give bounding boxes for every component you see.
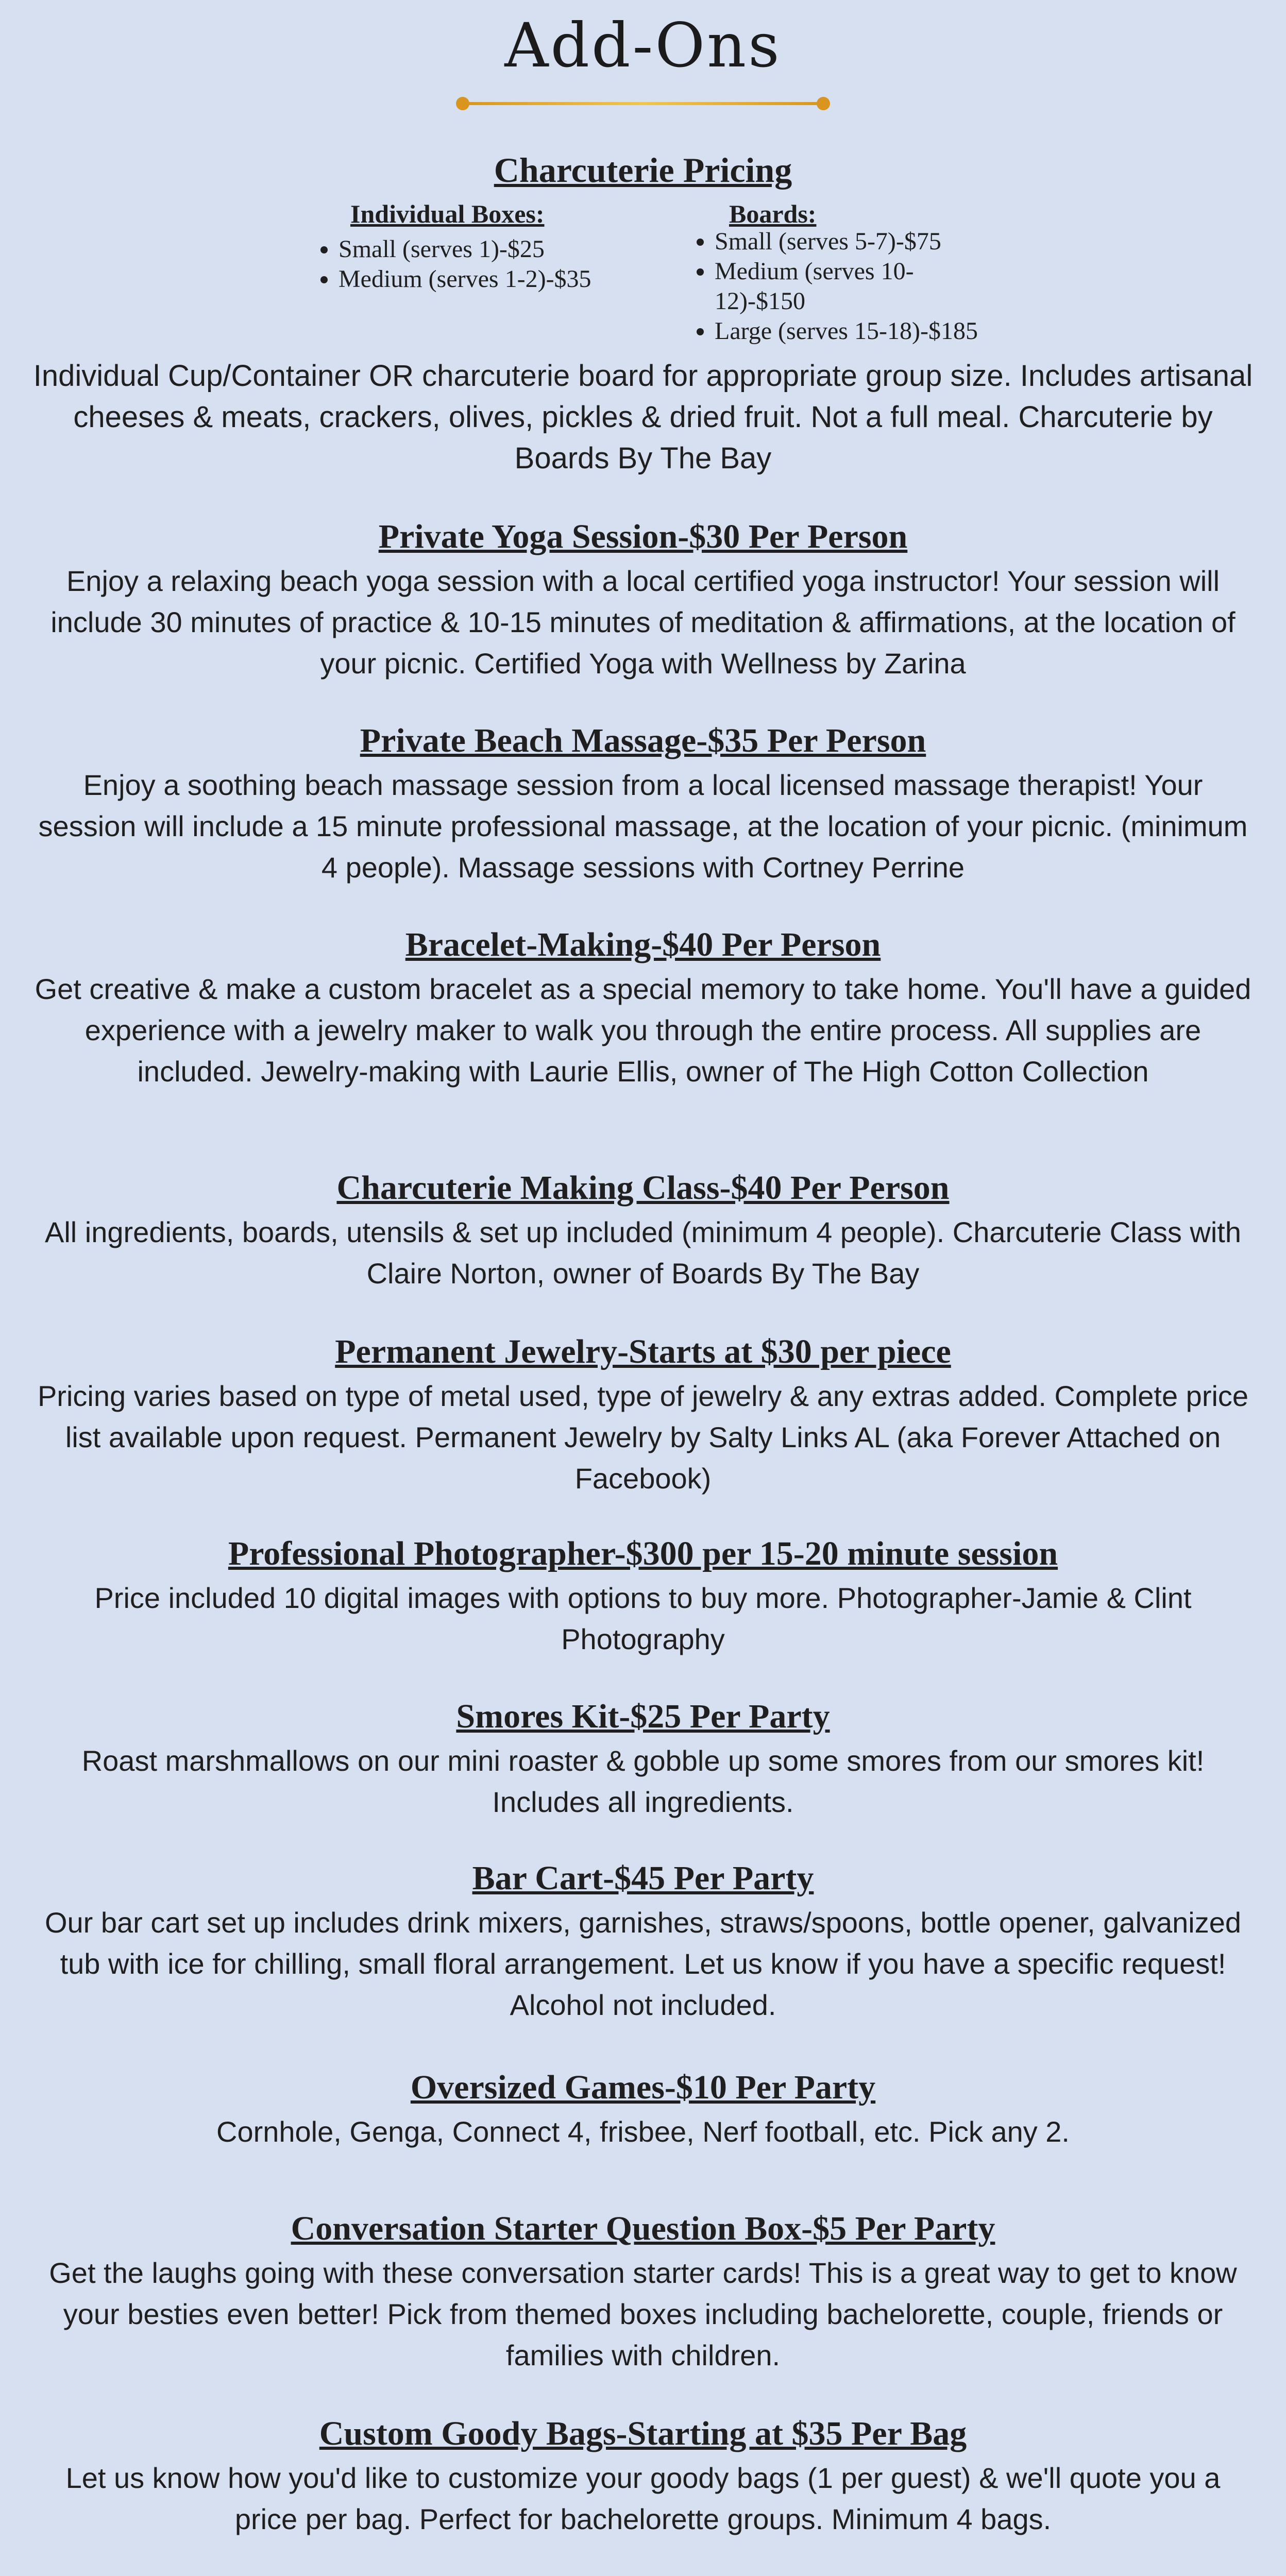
section-question-box [31,2205,1255,2376]
section-goody-bags [31,2410,1255,2540]
section-games [31,2064,1255,2153]
section-text: Let us know how you'd like to customize your goody bags (1 per guest) & we'll quote you a price per bag. Perfect for bachelorette groups. Minimum 4 bags. [65,2462,1221,2535]
section-heading: Oversized Games-$10 Per Party [410,2069,876,2106]
individual-boxes-list [312,234,668,294]
section-text: Pricing varies based on type of metal used, type of jewelry & any extras added. Complete price list available upon request. Permanent Jewelry by Salty Links AL (aka Forever Attached on Facebook) [37,1380,1249,1495]
section-heading: Custom Goody Bags-Starting at $35 Per Bag [319,2415,967,2452]
list-item: • Small (serves 1)-$25 [339,234,668,264]
section-photographer [31,1530,1255,1660]
section-heading: Conversation Starter Question Box-$5 Per Party [291,2210,995,2247]
section-smores [31,1693,1255,1823]
section-text: Our bar cart set up includes drink mixers, garnishes, straws/spoons, bottle opener, galvanized tub with ice for chilling, small floral arrangement. Let us know if you have a specific request! Alcohol not included. [44,1906,1242,2021]
section-text: Roast marshmallows on our mini roaster & gobble up some smores from our smores kit! Includes all ingredients. [81,1744,1205,1818]
section-bar-cart [31,1855,1255,2026]
section-heading: Charcuterie Making Class-$40 Per Person [336,1169,950,1207]
section-yoga [31,513,1255,684]
section-heading: Bar Cart-$45 Per Party [472,1859,814,1897]
charcuterie-description: Individual Cup/Container OR charcuterie board for appropriate group size. Includes artisanal cheeses & meats, crackers, olives, pickles & dried fruit. Not a full meal. Charcuterie by Boards By The Bay [33,359,1253,475]
list-item: • Medium (serves 10-12)-$150 [715,257,957,316]
individual-boxes-heading: Individual Boxes: [350,199,545,228]
section-text: Price included 10 digital images with options to buy more. Photographer-Jamie & Clint Photography [94,1582,1192,1655]
gold-divider [456,97,830,110]
section-heading: Private Yoga Session-$30 Per Person [378,518,908,555]
section-bracelet [31,921,1255,1092]
section-charcuterie-class [31,1164,1255,1294]
list-item: • Small (serves 5-7)-$75 [715,227,1024,257]
boards-list [688,227,1024,346]
section-heading: Bracelet-Making-$40 Per Person [405,926,881,963]
page-title: Add-Ons [504,10,782,81]
section-heading: Professional Photographer-$300 per 15-20 minute session [228,1535,1058,1572]
section-permanent-jewelry [31,1328,1255,1499]
section-text: Get creative & make a custom bracelet as a special memory to take home. You'll have a guided experience with a jewelry maker to walk you through the entire process. All supplies are included. Jewelry-making with Laurie Ellis, owner of The High Cotton Collection [35,973,1251,1088]
section-text: Enjoy a relaxing beach yoga session with a local certified yoga instructor! Your session will include 30 minutes of practice & 10-15 minutes of meditation & affirmations, at the location of your picnic. Certified Yoga with Wellness by Zarina [50,565,1236,680]
section-heading: Smores Kit-$25 Per Party [456,1698,830,1735]
section-text: Get the laughs going with these conversation starter cards! This is a great way to get to know your besties even better! Pick from themed boxes including bachelorette, couple, friends or families with children. [49,2257,1237,2371]
list-item: • Medium (serves 1-2)-$35 [339,264,668,294]
section-heading: Permanent Jewelry-Starts at $30 per piece [335,1333,951,1370]
section-heading: Private Beach Massage-$35 Per Person [360,722,926,759]
boards-heading: Boards: [729,199,817,228]
section-text: Enjoy a soothing beach massage session from a local licensed massage therapist! Your session will include a 15 minute professional massage, at the location of your picnic. (minimum 4 people). Massage sessions with Cortney Perrine [38,769,1248,884]
list-item: • Large (serves 15-18)-$185 [715,316,1024,346]
charcuterie-pricing-heading: Charcuterie Pricing [494,150,792,190]
section-massage [31,717,1255,888]
section-text: All ingredients, boards, utensils & set up included (minimum 4 people). Charcuterie Class with Claire Norton, owner of Boards By The Bay [45,1216,1241,1290]
section-text: Cornhole, Genga, Connect 4, frisbee, Nerf football, etc. Pick any 2. [216,2115,1070,2148]
